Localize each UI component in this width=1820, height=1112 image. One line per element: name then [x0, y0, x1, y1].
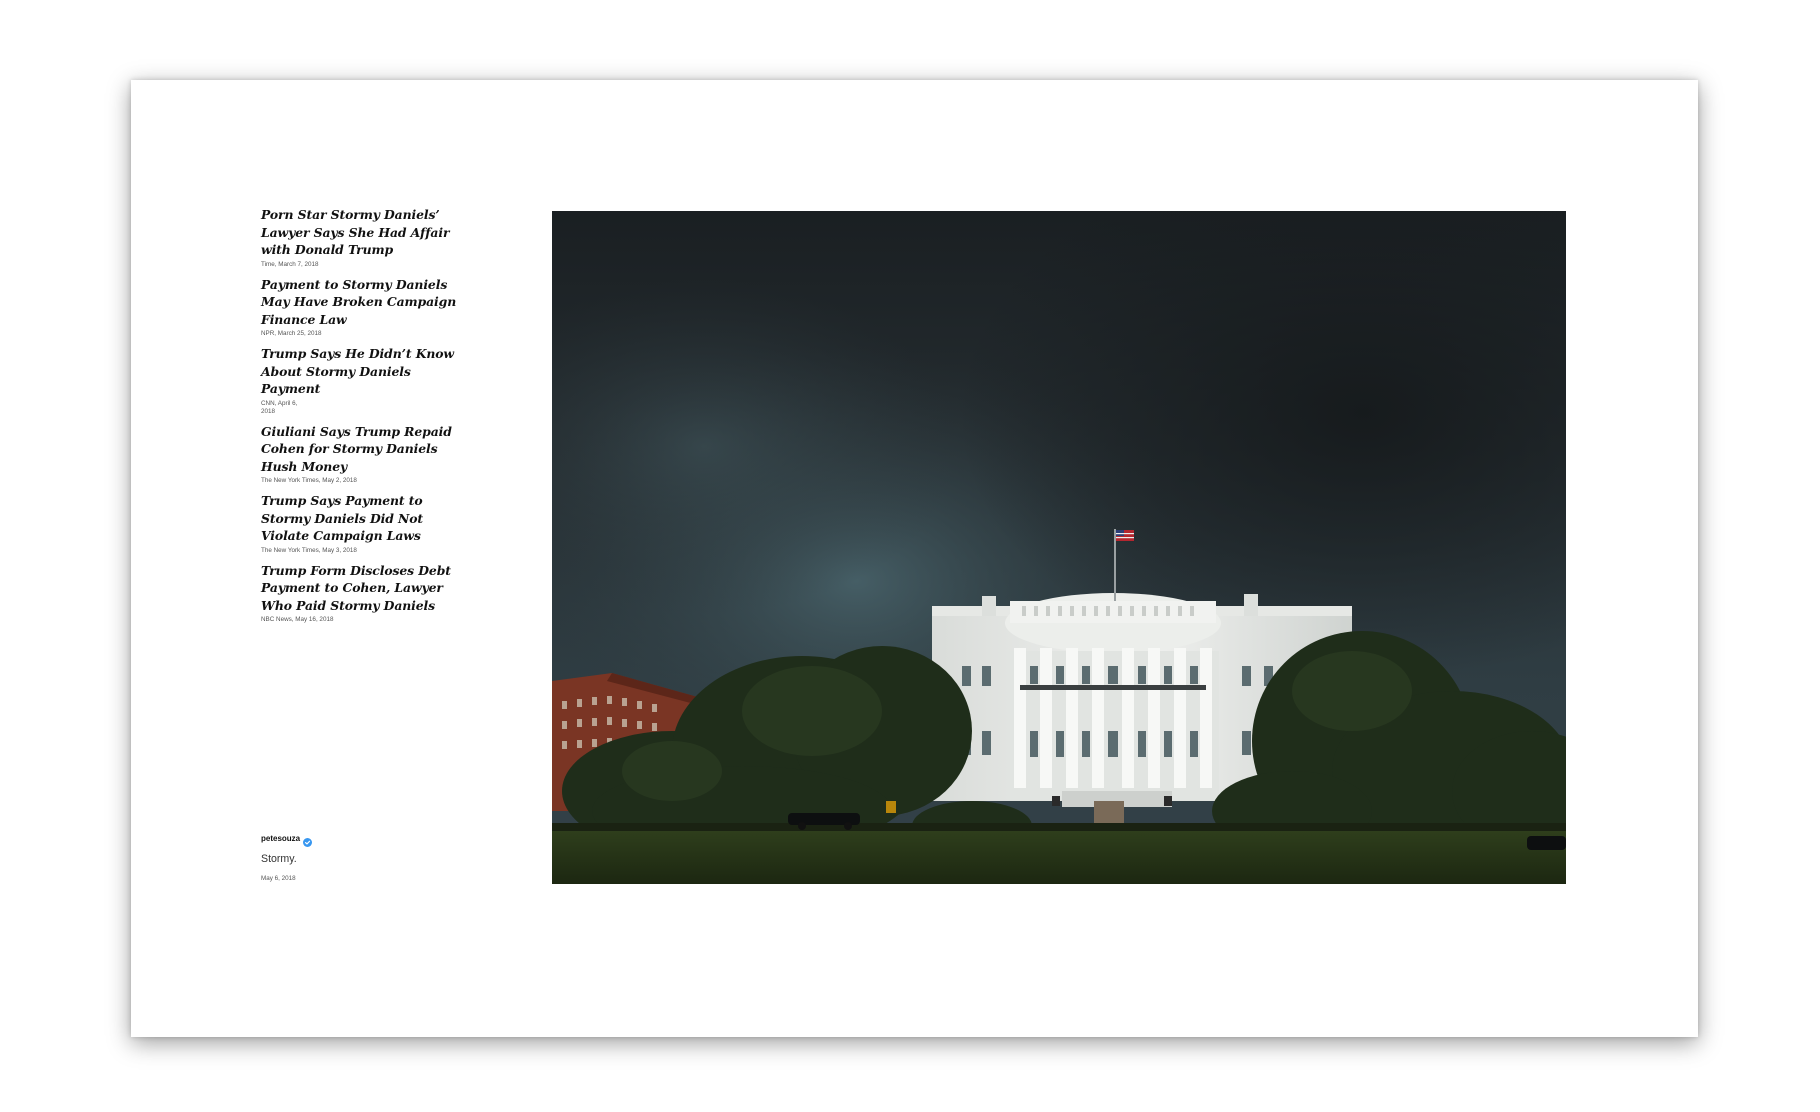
headline-title: Trump Says He Didn’t Know About Stormy Daniels Payment — [261, 346, 454, 396]
verified-badge-icon — [303, 834, 312, 843]
headline-list — [261, 206, 471, 631]
headline-title: Payment to Stormy Daniels May Have Broken Campaign Finance Law — [261, 276, 457, 327]
headline-item — [261, 423, 471, 486]
headline-item — [261, 276, 471, 339]
headline-source: Time, March 7, 2018 — [261, 260, 319, 268]
headline-item — [261, 562, 471, 625]
headline-title: Porn Star Stormy Daniels’ Lawyer Says She Had Affair with Donald Trump — [261, 207, 450, 257]
headline-title: Giuliani Says Trump Repaid Cohen for Stormy Daniels Hush Money — [261, 423, 452, 474]
headline-item — [261, 206, 471, 269]
white-house-storm-photo — [552, 211, 1566, 884]
username-row — [261, 834, 461, 843]
instagram-post-caption — [261, 834, 461, 882]
headline-item — [261, 492, 471, 555]
username[interactable]: petesouza — [261, 834, 301, 843]
headline-source: NBC News, May 16, 2018 — [261, 616, 334, 623]
headline-source: The New York Times, May 3, 2018 — [261, 546, 357, 554]
page-card — [131, 80, 1698, 1037]
headline-source: The New York Times, May 2, 2018 — [261, 477, 357, 484]
headline-source: CNN, April 6, 2018 — [261, 399, 298, 415]
headline-source: NPR, March 25, 2018 — [261, 330, 322, 337]
headline-item — [261, 345, 471, 416]
headline-title: Trump Says Payment to Stormy Daniels Did Not Violate Campaign Laws — [261, 493, 424, 543]
post-date: May 6, 2018 — [261, 875, 296, 882]
headline-title: Trump Form Discloses Debt Payment to Cohen, Lawyer Who Paid Stormy Daniels — [261, 562, 451, 613]
post-caption: Stormy. — [261, 853, 297, 865]
